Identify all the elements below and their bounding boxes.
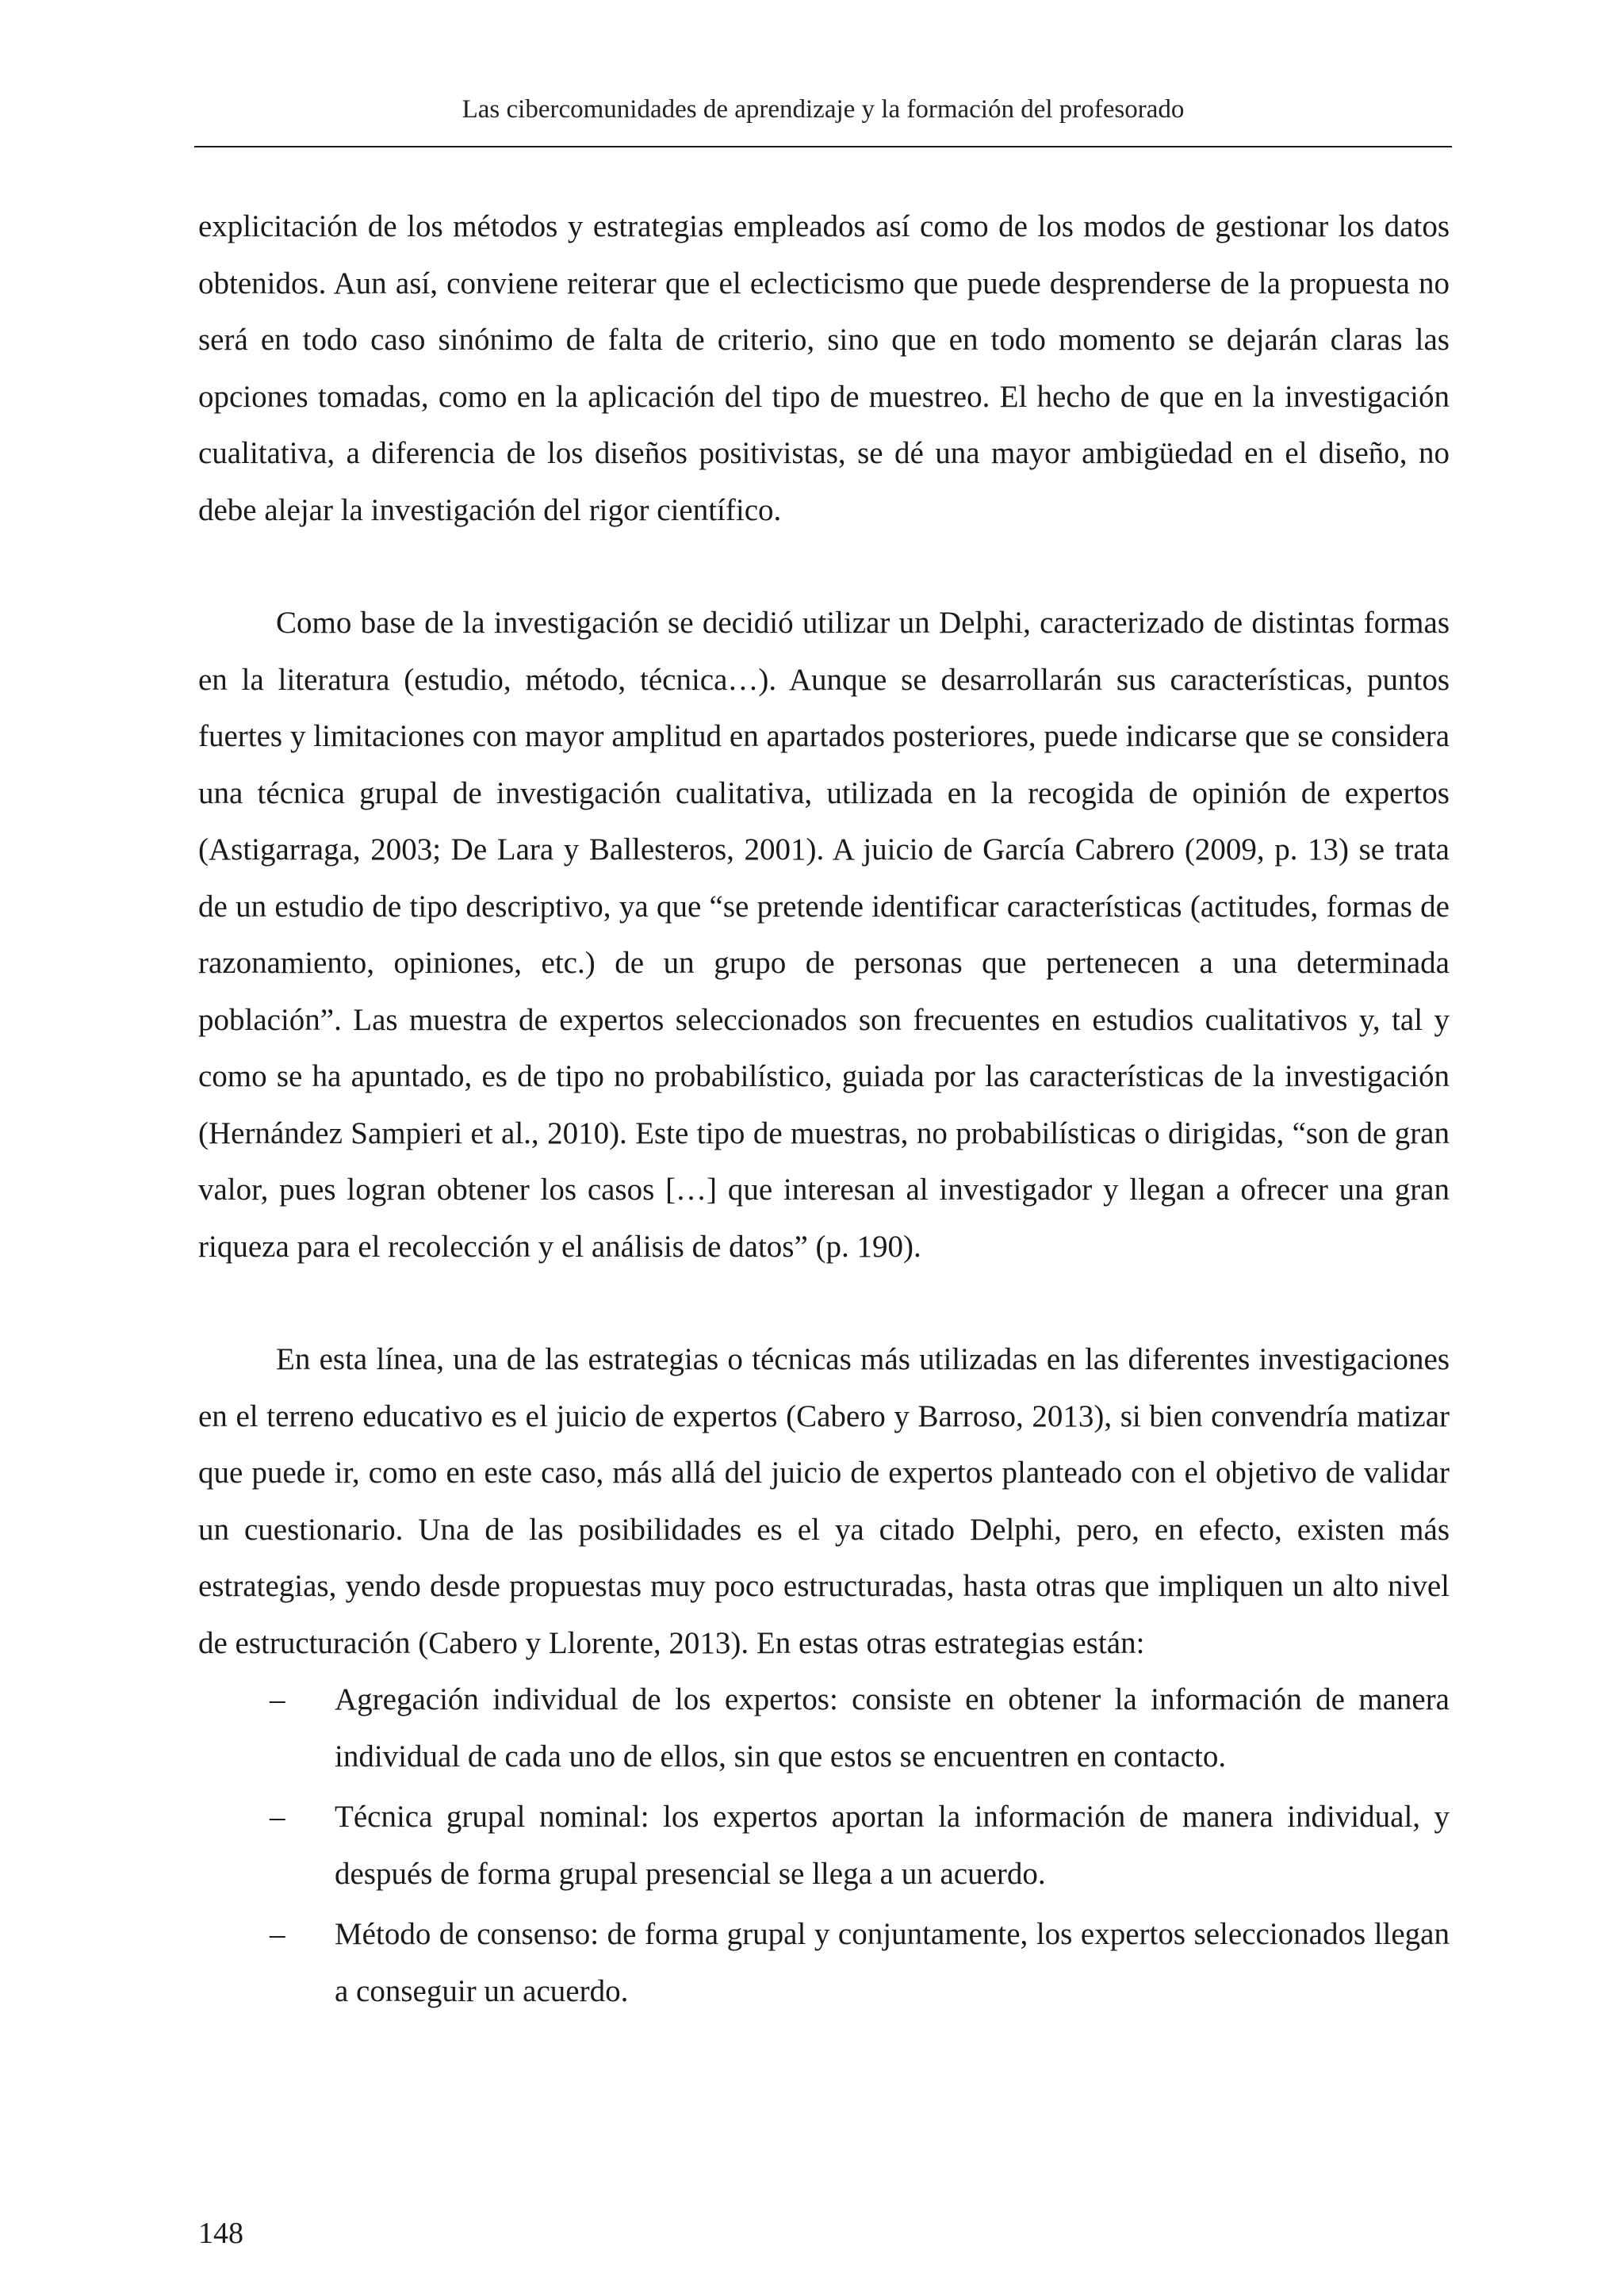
header-rule (194, 146, 1452, 147)
list-item (198, 1789, 1450, 1902)
list-item (198, 1906, 1450, 2019)
list-item-text: Técnica grupal nominal: los expertos aportan la información de manera individual, y después de forma grupal presencial se llega a un acuerdo. (335, 1800, 1450, 1891)
strategies-list (198, 1671, 1450, 2019)
paragraph-continuation: explicitación de los métodos y estrategias empleados así como de los modos de gestionar los datos obtenidos. Aun así, conviene reiterar que el eclecticismo que puede desprenderse de la propuesta no será en todo caso sinónimo de falta de criterio, sino que en todo momento se dejarán claras las opciones tomadas, como en la aplicación del tipo de muestreo. El hecho de que en la investigación cualitativa, a diferencia de los diseños positivistas, se dé una mayor ambigüedad en el diseño, no debe alejar la investigación del rigor científico. (198, 209, 1450, 527)
page-number: 148 (198, 2217, 243, 2250)
paragraph-strategies: En esta línea, una de las estrategias o técnicas más utilizadas en las diferentes investigaciones en el terreno educativo es el juicio de expertos (Cabero y Barroso, 2013), si bien convendría matizar que puede ir, como en este caso, más allá del juicio de expertos planteado con el objetivo de validar un cuestionario. Una de las posibilidades es el ya citado Delphi, pero, en efecto, existen más estrategias, yendo desde propuestas muy poco estructuradas, hasta otras que impliquen un alto nivel de estructuración (Cabero y Llorente, 2013). En estas otras estrategias están: (198, 1342, 1450, 1660)
list-item-text: Agregación individual de los expertos: consiste en obtener la información de manera individual de cada uno de ellos, sin que estos se encuentren en contacto. (335, 1682, 1450, 1774)
list-item-text: Método de consenso: de forma grupal y conjuntamente, los expertos seleccionados llegan a conseguir un acuerdo. (335, 1917, 1450, 2008)
running-header: Las cibercomunidades de aprendizaje y la formación del profesorado (462, 95, 1185, 124)
dash-bullet: – (270, 1800, 285, 1834)
dash-bullet: – (270, 1917, 285, 1951)
list-item (198, 1671, 1450, 1785)
paragraph-delphi: Como base de la investigación se decidió utilizar un Delphi, caracterizado de distintas formas en la literatura (estudio, método, técnica…). Aunque se desarrollarán sus características, puntos fuertes y limitaciones con mayor amplitud en apartados posteriores, puede indicarse que se considera una técnica grupal de investigación cualitativa, utilizada en la recogida de opinión de expertos (Astigarraga, 2003; De Lara y Ballesteros, 2001). A juicio de García Cabrero (2009, p. 13) se trata de un estudio de tipo descriptivo, ya que “se pretende identificar características (actitudes, formas de razonamiento, opiniones, etc.) de un grupo de personas que pertenecen a una determinada población”. Las muestra de expertos seleccionados son frecuentes en estudios cualitativos y, tal y como se ha apuntado, es de tipo no probabilístico, guiada por las características de la investigación (Hernández Sampieri et al., 2010). Este tipo de muestras, no probabilísticas o dirigidas, “son de gran valor, pues logran obtener los casos […] que interesan al investigador y llegan a ofrecer una gran riqueza para el recolección y el análisis de datos” (p. 190). (198, 606, 1450, 1264)
body-text (198, 198, 1450, 2023)
dash-bullet: – (270, 1682, 285, 1716)
